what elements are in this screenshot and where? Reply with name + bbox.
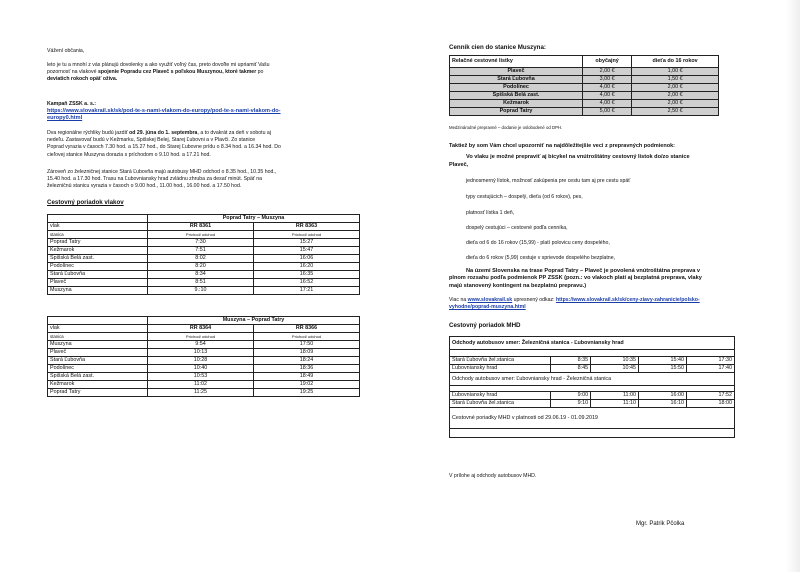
table-row: Muszyna 9:54 17:50 — [48, 341, 360, 349]
table-row: Stará Ľubovňa 8:34 16:35 — [48, 271, 360, 279]
mhd-schedule-title: Cestovný poriadok MHD — [449, 322, 521, 329]
train-table-muszyna-poprad: Muszyna – Poprad Tatry vlak RR 8364 RR 8366 stanica Príchod/ odchod Príchod/ odchod Muszyna 9:54 17:50 Plaveč 10:13 18:09 Stará Ľubovňa 10:28 18:24 Podolínec 10:40 18:36 Spišská Belá zast. 10:53 18:49 Kežmarok 11:02 19:02 Poprad Tatry 11:25 19:25 — [47, 316, 360, 397]
bullet-adult: dospelý cestujúci – cestovné podľa cenníka, — [466, 225, 568, 231]
mhd-table: Odchody autobusov smer: Železničná stanica - Ľubovniansky hrad Stará Ľubovňa žel.stanica 8:35 10:35 15:40 17:30 Ľubovniansky hrad 8:45 10:45 15:50 17:40 Odchody autobusov smer: Ľubovniansky hrad - Železničná stanica Ľubovniansky hrad 9:00 11:00 16:00 17:52 Stará Ľubovňa žel.stanica 9:10 11:10 16:10 18:00 Cestovné poriadky MHD v platnosti od 29.06.19 - 01.09.2019 — [449, 336, 735, 438]
attachment-note: V prílohe aj odchody autobusov MHD. — [449, 473, 537, 479]
price-list-title: Cenník cien do stanice Muszyna: — [449, 44, 546, 51]
table-row: Poprad Tatry 11:25 19:25 — [48, 389, 360, 397]
train-table-poprad-muszyna: Poprad Tatry – Muszyna vlak RR 8361 RR 8363 stanica Príchod/ odchod Príchod/ odchod Poprad Tatry 7:30 15:27 Kežmarok 7:51 15:47 Spišská Belá zast. 8:02 16:06 Podolínec 8:20 16:20 Stará Ľubovňa 8:34 16:35 Plaveč 8:51 16:52 Muszyna 9.:10 17:21 — [47, 214, 360, 295]
table-row: Spišská Belá zast. 10:53 18:49 — [48, 373, 360, 381]
price-row: Kežmarok 4,00 € 2,00 € — [450, 100, 719, 108]
table-row: Plaveč 10:13 18:09 — [48, 349, 360, 357]
more-info: Viac na www.slovakrail.sk upresnený odkaz: https://www.slovakrail.sk/sk/ceny-ziavy-zahranicie/polsko- vyhodne/poprad-muszyna.html — [449, 297, 700, 311]
paragraph-buses: Zároveň zo železničnej stanice Stará Ľubovňa majú autobusy MHD odchod o 8.35 hod., 10.35 hod., 15.40 hod. a 17.30 hod. Trasu na Ľubovniansky hrad zvládnu zhruba za desať minút. Späť na železničnú stanicu vyrazia v časoch o 9.00 hod., 11.00 hod., 16.00 hod. a 17.50 hod. — [47, 169, 277, 190]
table-row: Podolínec 10:40 18:36 — [48, 365, 360, 373]
signature: Mgr. Patrik Pčolka — [636, 521, 685, 527]
price-row: Stará Ľubovňa 3,00 € 1,50 € — [450, 76, 719, 84]
table-row: Kežmarok 7:51 15:47 — [48, 247, 360, 255]
price-note: Medzinárodné prepravné – dodanie je oslobodené od DPH. — [449, 125, 563, 130]
price-row: Spišská Belá zast. 4,00 € 2,00 € — [450, 92, 719, 100]
table-row: Kežmarok 11:02 19:02 — [48, 381, 360, 389]
bullet-child-16: dieťa od 6 do 16 rokov (15,99) - platí polovicu ceny dospelého, — [466, 240, 610, 246]
table-title: Muszyna – Poprad Tatry — [148, 317, 360, 325]
price-row: Poprad Tatry 5,00 € 2,50 € — [450, 108, 719, 116]
campaign-title: Kampaň ZSSK a. s.: — [47, 101, 97, 107]
price-table: Relačné cestovné lístky obyčajný dieťa do 16 rokov Plaveč 2,00 € 1,00 € Stará Ľubovňa 3,00 € 1,50 € Podolínec 4,00 € 2,00 € Spišská Belá zast. 4,00 € 2,00 € Kežmarok 4,00 € 2,00 € Poprad Tatry 5,00 € 2,50 € — [449, 55, 719, 116]
price-row: Podolínec 4,00 € 2,00 € — [450, 84, 719, 92]
attention-heading: Taktiež by som Vám chcel upozorniť na najdôležitejšie veci z prepravných podmienok: — [449, 143, 675, 149]
bullet-child-6: dieťa do 6 rokov (5,99) cestuje v sprievode dospelého bezplatne, — [466, 255, 616, 261]
bullet-validity: platnosť lístka 1 deň, — [466, 210, 515, 216]
intro-paragraph: leto je tu a mnohí z vás plánujú dovolenky a ako využiť voľný čas, preto dovoľte mi upriamiť Vašu pozornosť na vlakové spojenie Popradu cez Plaveč s poľskou Muszynou, ktoré takmer po deviatich rokoch opäť ožíva. — [47, 62, 270, 83]
train-schedule-title: Cestovný poriadok vlakov — [47, 199, 124, 206]
bullet-bicycle: Vo vlaku je možné prepraviť aj bicykel na vnútroštátny cestovný lístok do/zo stanice — [466, 154, 690, 160]
table-row: Plaveč 8:51 16:52 — [48, 279, 360, 287]
table-row: Poprad Tatry 7:30 15:27 — [48, 239, 360, 247]
campaign-link[interactable]: https://www.slovakrail.sk/sk/pod-te-s-nami-vlakom-do-europy/pod-te-s-nami-vlakom-do- europy0.html — [47, 108, 281, 122]
price-row: Plaveč 2,00 € 1,00 € — [450, 68, 719, 76]
bullet-one-way: jednosmerný lístok, možnosť zakúpenia pre cestu tam aj pre cestu späť — [466, 178, 631, 184]
table-row: Podolínec 8:20 16:20 — [48, 263, 360, 271]
greeting: Vážení občania, — [47, 48, 85, 54]
bullet-types: typy cestujúcich – dospelý, dieťa (od 6 rokov), pes, — [466, 194, 583, 200]
paragraph-trains: Dva regionálne rýchliky budú jazdiť od 29. júna do 1. septembra, a to dvakrát za deň v sobotu aj nedeľu. Zastavovať budú v Kežmarku, Spišskej Belej, Starej Ľubovni a v Plavči. Zo stanice Poprad vyrazia v časoch 7.30 hod. a 15.27 hod., do Starej Ľubovne prídu o 8.34 hod. a 16.34 hod. Do cieľovej stanice Muszyna dorazia s príchodom o 9.10 hod. a 17.21 hod. — [47, 130, 281, 158]
table-row: Spišská Belá zast. 8:02 16:06 — [48, 255, 360, 263]
table-title: Poprad Tatry – Muszyna — [148, 215, 360, 223]
domestic-transport-note: Na území Slovenska na trase Poprad Tatry – Plaveč je povolená vnútroštátna preprava v plnom rozsahu podľa podmienok PP ZSSK (pozn.: vo vlakoch platí aj bezplatná preprava, vlaky majú stanovený kontingent na bezplatnú prepravu.) — [449, 268, 702, 289]
table-row: Muszyna 9.:10 17:21 — [48, 287, 360, 295]
table-row: Stará Ľubovňa 10:28 18:24 — [48, 357, 360, 365]
